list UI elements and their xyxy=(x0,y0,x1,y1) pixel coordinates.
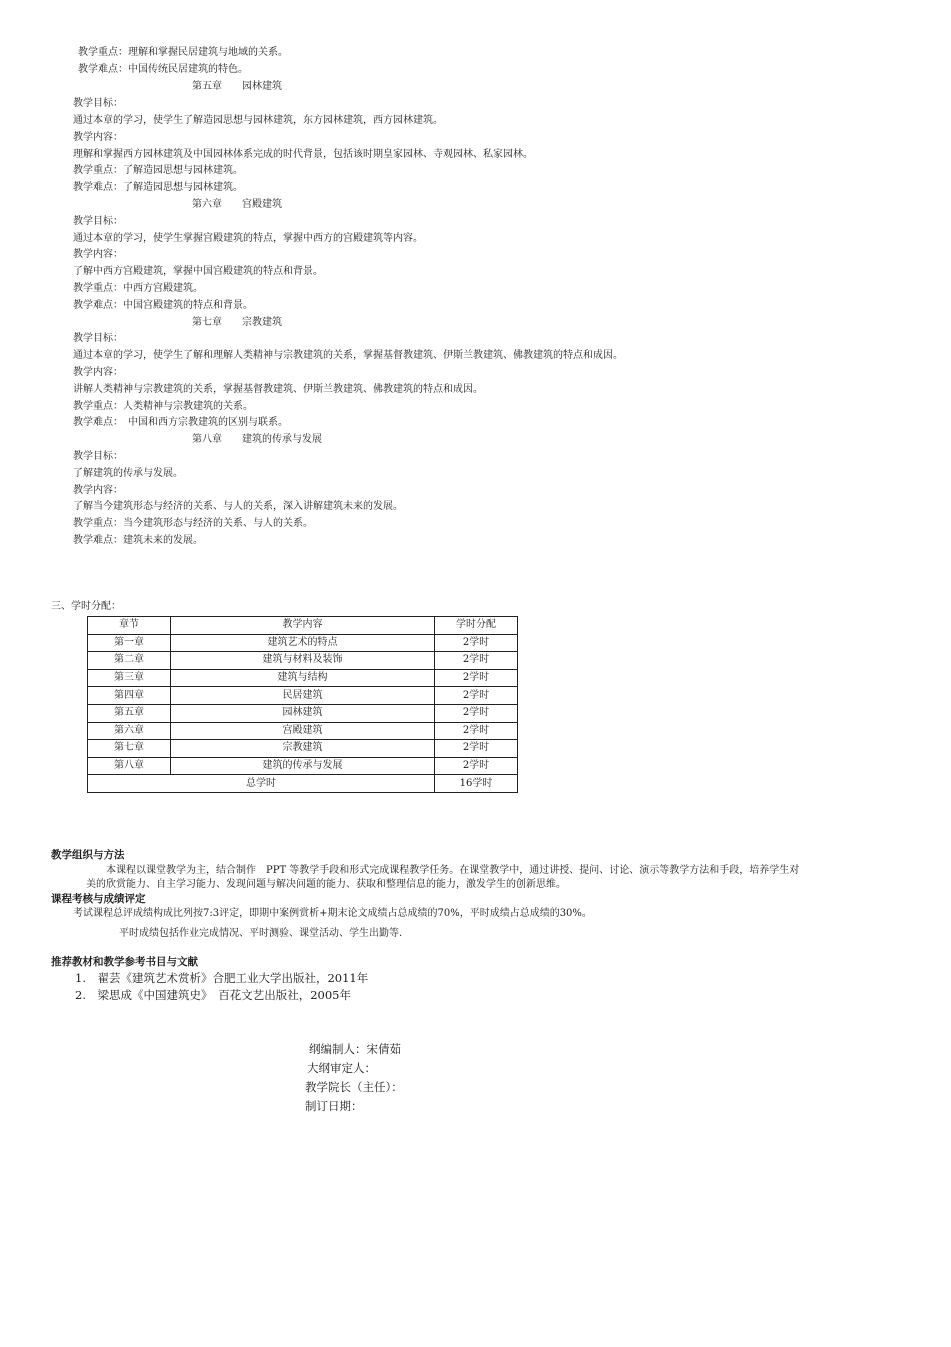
table-total-row xyxy=(88,775,518,793)
reviewer-line: 大纲审定人： xyxy=(307,1061,376,1075)
difficulty-line: 教学难点：中国宫殿建筑的特点和背景。 xyxy=(73,300,253,311)
chapter-cell: 第四章 xyxy=(88,687,171,705)
key-point-line: 教学重点：了解造园思想与园林建筑。 xyxy=(73,165,243,176)
column-header: 学时分配 xyxy=(435,617,518,635)
section-title-assessment: 课程考核与成绩评定 xyxy=(51,893,146,905)
goal-text: 通过本章的学习，使学生了解和理解人类精神与宗教建筑的关系，掌握基督教建筑、伊斯兰教建筑、佛教建筑的特点和成因。 xyxy=(73,350,623,361)
section-title-hours: 三、学时分配： xyxy=(51,601,121,612)
table-header-row xyxy=(88,617,518,635)
chapter-heading: 第七章 宗教建筑 xyxy=(192,317,282,328)
chapter-cell: 第五章 xyxy=(88,704,171,722)
hours-cell: 2学时 xyxy=(435,634,518,652)
total-label-cell: 总学时 xyxy=(88,775,435,793)
hours-table xyxy=(87,616,518,793)
table-row xyxy=(88,704,518,722)
difficulty-line: 教学难点：了解造园思想与园林建筑。 xyxy=(73,182,243,193)
hours-cell: 2学时 xyxy=(435,652,518,670)
chapter-heading: 第五章 园林建筑 xyxy=(192,81,282,92)
chapter-cell: 第二章 xyxy=(88,652,171,670)
content-label: 教学内容： xyxy=(73,132,123,143)
hours-cell: 2学时 xyxy=(435,669,518,687)
content-cell: 建筑的传承与发展 xyxy=(171,757,435,775)
methods-text: 本课程以课堂教学为主，结合制作 PPT 等教学手段和形式完成课程教学任务。在课堂教学中，通过讲授、提问、讨论、演示等教学方法和手段，培养学生对 xyxy=(106,865,800,876)
content-cell: 建筑与结构 xyxy=(171,669,435,687)
content-cell: 宫殿建筑 xyxy=(171,722,435,740)
chapter-cell: 第七章 xyxy=(88,740,171,758)
dean-line: 教学院长（主任）： xyxy=(305,1080,403,1094)
key-point-line: 教学重点：人类精神与宗教建筑的关系。 xyxy=(73,401,253,412)
section-title-references: 推荐教材和教学参考书目与文献 xyxy=(51,956,198,968)
content-text: 了解当今建筑形态与经济的关系、与人的关系，深入讲解建筑未来的发展。 xyxy=(73,501,403,512)
difficulty-line: 教学难点：中国传统民居建筑的特色。 xyxy=(78,64,248,75)
goal-text: 通过本章的学习，使学生了解造园思想与园林建筑，东方园林建筑，西方园林建筑。 xyxy=(73,115,443,126)
hours-cell: 2学时 xyxy=(435,757,518,775)
goal-label: 教学目标： xyxy=(73,216,123,227)
author-line: 纲编制人：宋倩茹 xyxy=(309,1042,401,1056)
goal-label: 教学目标： xyxy=(73,333,123,344)
methods-text: 美的欣赏能力、自主学习能力、发现问题与解决问题的能力、获取和整理信息的能力，激发学生的创新思维。 xyxy=(86,879,566,890)
content-text: 理解和掌握西方园林建筑及中国园林体系完成的时代背景，包括该时期皇家园林、寺观园林、私家园林。 xyxy=(73,149,533,160)
reference-item: 1. 翟芸《建筑艺术赏析》合肥工业大学出版社，2011年 xyxy=(75,971,369,985)
content-cell: 宗教建筑 xyxy=(171,740,435,758)
content-label: 教学内容： xyxy=(73,367,123,378)
column-header: 章节 xyxy=(88,617,171,635)
chapter-heading: 第六章 宫殿建筑 xyxy=(192,199,282,210)
table-row xyxy=(88,687,518,705)
key-point-line: 教学重点：理解和掌握民居建筑与地域的关系。 xyxy=(78,47,288,58)
content-label: 教学内容： xyxy=(73,249,123,260)
table-row xyxy=(88,740,518,758)
content-cell: 建筑与材料及装饰 xyxy=(171,652,435,670)
difficulty-line: 教学难点： 中国和西方宗教建筑的区别与联系。 xyxy=(73,417,288,428)
section-title-methods: 教学组织与方法 xyxy=(51,849,125,861)
column-header: 教学内容 xyxy=(171,617,435,635)
difficulty-line: 教学难点：建筑未来的发展。 xyxy=(73,535,203,546)
goal-label: 教学目标： xyxy=(73,451,123,462)
chapter-cell: 第一章 xyxy=(88,634,171,652)
chapter-heading: 第八章 建筑的传承与发展 xyxy=(192,434,322,445)
table-row xyxy=(88,634,518,652)
content-cell: 建筑艺术的特点 xyxy=(171,634,435,652)
assessment-text: 考试课程总评成绩构成比列按7:3评定，即期中案例赏析+期末论文成绩占总成绩的70%，平时成绩占总成绩的30%。 xyxy=(73,908,592,919)
table-row xyxy=(88,757,518,775)
table-row xyxy=(88,652,518,670)
chapter-cell: 第三章 xyxy=(88,669,171,687)
table-row xyxy=(88,669,518,687)
assessment-text: 平时成绩包括作业完成情况、平时测验、课堂活动、学生出勤等. xyxy=(119,928,403,939)
content-cell: 园林建筑 xyxy=(171,704,435,722)
reference-item: 2. 梁思成《中国建筑史》 百花文艺出版社，2005年 xyxy=(75,988,351,1002)
content-text: 了解中西方宫殿建筑，掌握中国宫殿建筑的特点和背景。 xyxy=(73,266,323,277)
content-cell: 民居建筑 xyxy=(171,687,435,705)
date-line: 制订日期： xyxy=(305,1099,363,1113)
total-value-cell: 16学时 xyxy=(435,775,518,793)
hours-cell: 2学时 xyxy=(435,722,518,740)
chapter-cell: 第六章 xyxy=(88,722,171,740)
hours-cell: 2学时 xyxy=(435,704,518,722)
goal-label: 教学目标： xyxy=(73,98,123,109)
goal-text: 通过本章的学习，使学生掌握宫殿建筑的特点，掌握中西方的宫殿建筑等内容。 xyxy=(73,233,423,244)
key-point-line: 教学重点：当今建筑形态与经济的关系、与人的关系。 xyxy=(73,518,313,529)
chapter-cell: 第八章 xyxy=(88,757,171,775)
key-point-line: 教学重点：中西方宫殿建筑。 xyxy=(73,283,203,294)
hours-cell: 2学时 xyxy=(435,740,518,758)
content-text: 讲解人类精神与宗教建筑的关系，掌握基督教建筑、伊斯兰教建筑、佛教建筑的特点和成因。 xyxy=(73,384,483,395)
table-row xyxy=(88,722,518,740)
content-label: 教学内容： xyxy=(73,485,123,496)
hours-cell: 2学时 xyxy=(435,687,518,705)
goal-text: 了解建筑的传承与发展。 xyxy=(73,468,183,479)
